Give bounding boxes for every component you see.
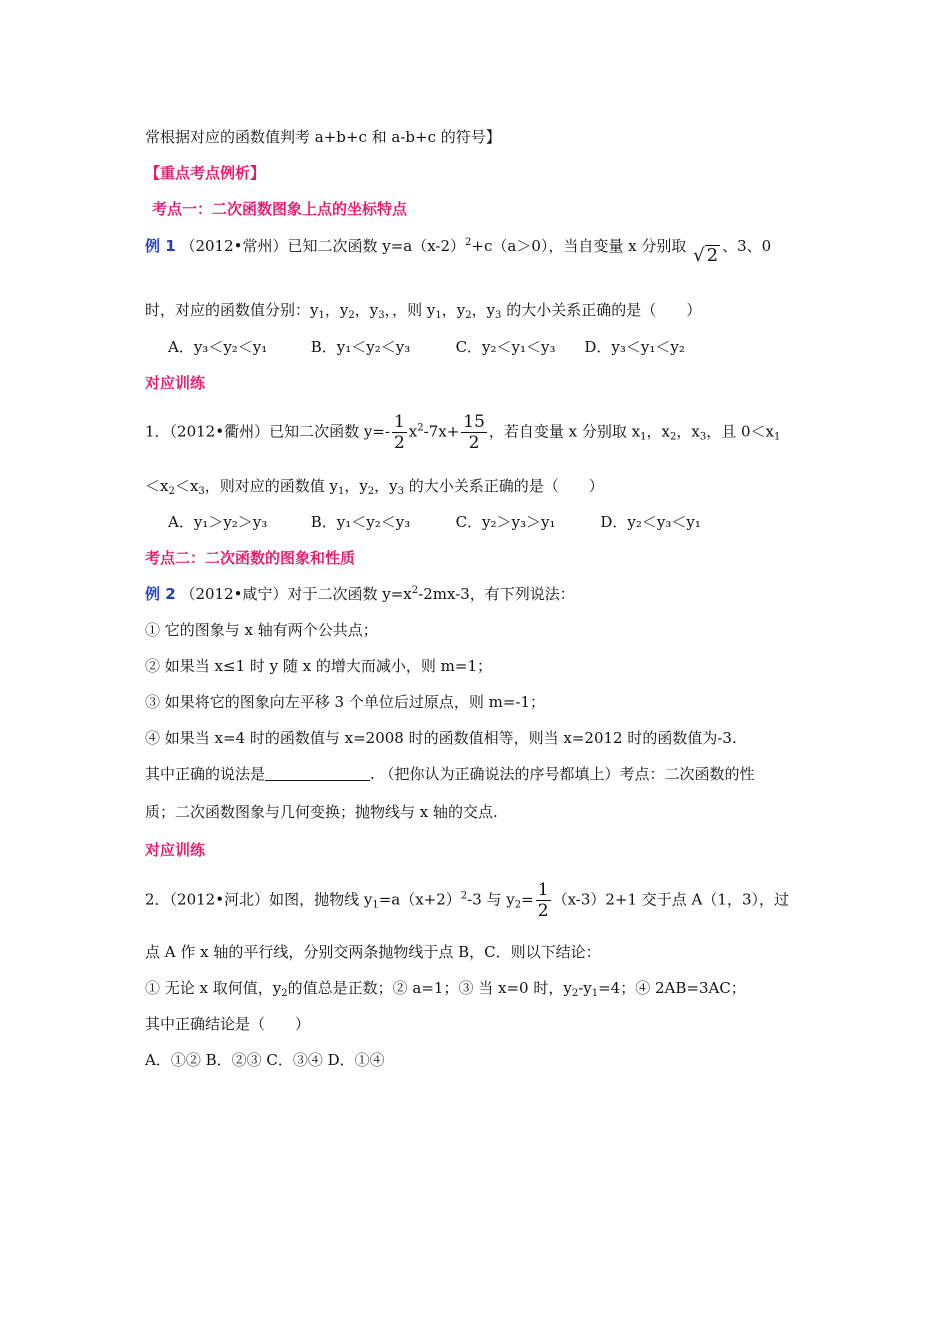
training-heading-1: 对应训练 bbox=[145, 374, 206, 392]
continued-text-line: 常根据对应的函数值判考 a+b+c 和 a-b+c 的符号】 bbox=[145, 128, 501, 146]
training-heading-2: 对应训练 bbox=[145, 841, 206, 859]
option-b: B．y₁＜y₂＜y₃ bbox=[310, 338, 411, 356]
example-1-line: 例 1 （2012•常州）已知二次函数 $y=a(x-2)^2+c(a>0)$，当自变量 x 分别取 √ 2 、3、0 bbox=[145, 237, 772, 266]
question-1-line: 1．（2012•衢州）已知二次函数 y=- $\frac{1}{2}$ $x^2-7x+$ $\frac{15}{2}$ ，若自变量 x 分别取 $x_1$，$x_2$，$x_3$，且 $0<x_1$ bbox=[145, 412, 781, 453]
fraction-fifteen-halves: $\frac{15}{2}$ bbox=[463, 412, 485, 453]
option-a: A．y₃＜y₂＜y₁ bbox=[168, 338, 268, 356]
statement-2: ② 如果当 x≤1 时 y 随 x 的增大而减小，则 m=1； bbox=[145, 657, 492, 675]
fraction-half: $\frac{1}{2}$ bbox=[393, 412, 405, 453]
example-1-options bbox=[168, 337, 685, 357]
example-1-text-c: 、3、0 bbox=[722, 237, 772, 255]
option-b: B．y₁＜y₂＜y₃ bbox=[310, 513, 411, 531]
topic-one-heading: 考点一：二次函数图象上点的坐标特点 bbox=[152, 200, 408, 218]
option-c: C．y₂＜y₁＜y₃ bbox=[455, 338, 556, 356]
example-1-text-b: +c（a＞0），当自变量 x 分别取 bbox=[471, 237, 687, 255]
option-a: A．y₁＞y₂＞y₃ bbox=[168, 513, 268, 531]
knowledge-points-line: 质；二次函数图象与几何变换；抛物线与 x 轴的交点. bbox=[145, 803, 498, 821]
question-2-line-4: 其中正确结论是（ ） bbox=[145, 1015, 311, 1033]
question-2-line-2: 点 A 作 x 轴的平行线，分别交两条抛物线于点 B，C．则以下结论： bbox=[145, 943, 601, 961]
example-1-text-a: （2012•常州）已知二次函数 y=a（x-2） bbox=[180, 237, 466, 255]
topic-two-heading: 考点二：二次函数的图象和性质 bbox=[145, 549, 356, 567]
fraction-half-2: $\frac{1}{2}$ bbox=[537, 880, 549, 921]
example-1-line-2: 时，对应的函数值分别：$y_1$，$y_2$，$y_3$，，则 $y_1$，$y_2$，$y_3$ 的大小关系正确的是（ ） bbox=[145, 301, 702, 321]
example-2-line: 例 2 （2012•咸宁）对于二次函数 $y=x^2-2mx-3$，有下列说法： bbox=[145, 585, 575, 603]
example-1-label: 例 1 bbox=[145, 237, 176, 255]
statement-3: ③ 如果将它的图象向左平移 3 个单位后过原点，则 m=-1； bbox=[145, 693, 546, 711]
answer-blank[interactable] bbox=[265, 764, 370, 781]
question-1-options bbox=[168, 512, 701, 532]
question-2-line: 2．（2012•河北）如图，抛物线 $y_1=a(x+2)^2-3$ 与 $y_2=$ $\frac{1}{2}$ （x-3）2+1 交于点 A（1，3），过 bbox=[145, 880, 789, 921]
option-c: C．y₂＞y₃＞y₁ bbox=[455, 513, 556, 531]
option-d: D．y₃＜y₁＜y₂ bbox=[584, 338, 685, 356]
answer-line: 其中正确的说法是 . （把你认为正确说法的序号都填上）考点：二次函数的性 bbox=[145, 765, 755, 783]
question-1-line-2: $<x_2<x_3$，则对应的函数值 $y_1$，$y_2$，$y_3$ 的大小关系正确的是（ ） bbox=[145, 477, 604, 497]
option-d: D．y₂＜y₃＜y₁ bbox=[600, 513, 701, 531]
statement-4: ④ 如果当 x=4 时的函数值与 x=2008 时的函数值相等，则当 x=2012 时的函数值为-3. bbox=[145, 729, 737, 747]
question-2-options: A．①② B．②③ C．③④ D．①④ bbox=[145, 1051, 385, 1069]
sqrt-two: √ 2 bbox=[693, 245, 719, 266]
statement-1: ① 它的图象与 x 轴有两个公共点； bbox=[145, 621, 378, 639]
example-2-label: 例 2 bbox=[145, 585, 176, 603]
section-heading: 【重点考点例析】 bbox=[145, 164, 266, 182]
question-2-line-3: ① 无论 x 取何值，$y_2$的值总是正数；② a=1；③ 当 x=0 时，$y_2-y_1=4$；④ 2AB=3AC； bbox=[145, 979, 746, 999]
